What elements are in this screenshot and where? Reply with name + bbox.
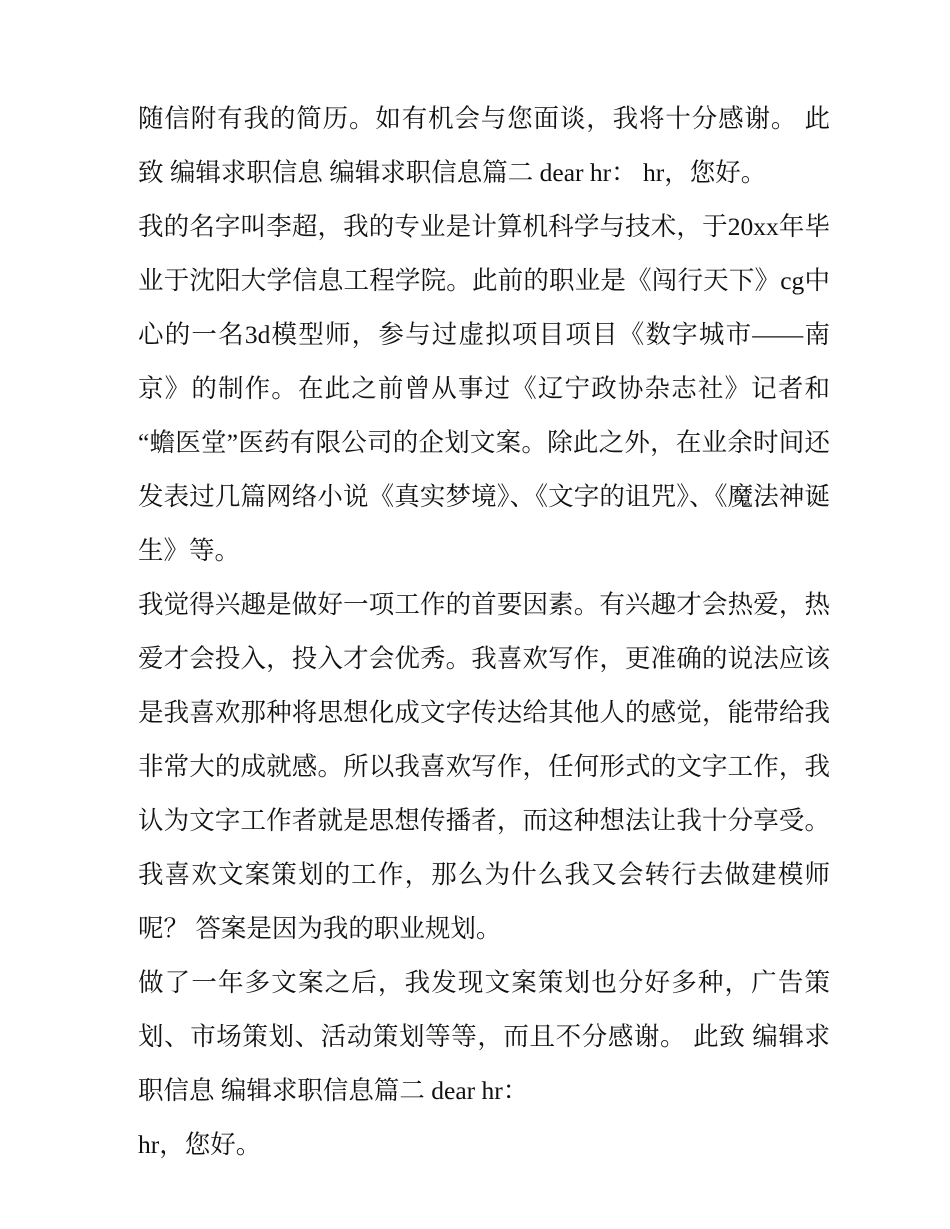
paragraph-3: 我觉得兴趣是做好一项工作的首要因素。有兴趣才会热爱，热爱才会投入，投入才会优秀。我喜欢写作，更准确的说法应该是我喜欢那种将思想化成文字传达给其他人的感觉，能带给我非常大的成就感。所以我喜欢写作，任何形式的文字工作，我认为文字工作者就是思想传播者，而这种想法让我十分享受。我喜欢文案策划的工作，那么为什么我又会转行去做建模师呢？ 答案是因为我的职业规划。	[138, 590, 830, 943]
paragraph-4: 做了一年多文案之后，我发现文案策划也分好多种，广告策划、市场策划、活动策划等等，而且不分感谢。 此致 编辑求职信息 编辑求职信息篇二 dear hr：	[138, 968, 830, 1105]
paragraph-1: 随信附有我的简历。如有机会与您面谈，我将十分感谢。 此致 编辑求职信息 编辑求职信息篇二 dear hr： hr，您好。	[138, 104, 830, 187]
document-body	[138, 92, 830, 1172]
paragraph-2: 我的名字叫李超，我的专业是计算机科学与技术，于20xx年毕业于沈阳大学信息工程学院。此前的职业是《闯行天下》cg中心的一名3d模型师，参与过虚拟项目项目《数字城市——南京》的制作。在此之前曾从事过《辽宁政协杂志社》记者和“蟾医堂”医药有限公司的企划文案。除此之外，在业余时间还发表过几篇网络小说《真实梦境》、《文字的诅咒》、《魔法神诞生》等。	[138, 212, 830, 565]
paragraph-5: hr，您好。	[138, 1130, 262, 1159]
